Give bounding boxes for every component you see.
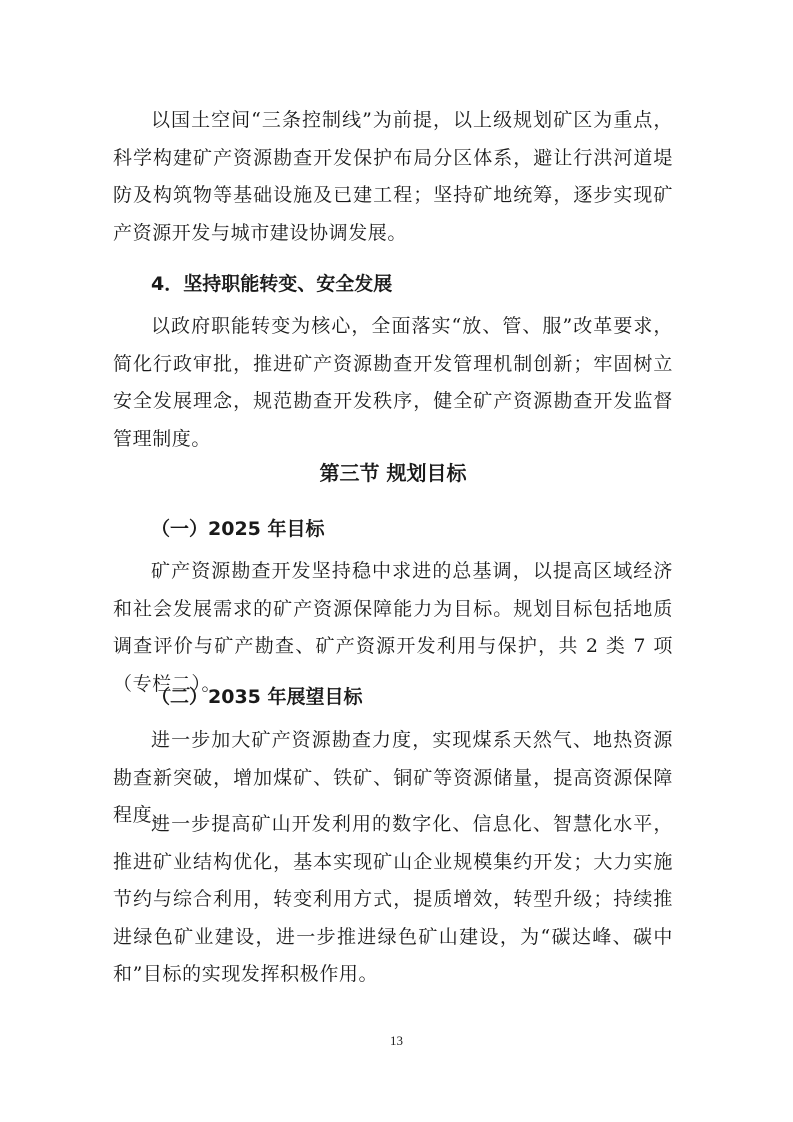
paragraph-2025-goal: 矿产资源勘查开发坚持稳中求进的总基调，以提高区域经济和社会发展需求的矿产资源保障能力为目标。规划目标包括地质调查评价与矿产勘查、矿产资源开发利用与保护，共 2 类 7 项（专栏二）。 bbox=[113, 560, 673, 695]
heading-function-transformation: 4．坚持职能转变、安全发展 bbox=[151, 273, 393, 295]
paragraph-2035-development: 进一步提高矿山开发利用的数字化、信息化、智慧化水平，推进矿业结构优化，基本实现矿山企业规模集约开发；大力实施节约与综合利用，转变利用方式，提质增效，转型升级；持续推进绿色矿业建设，进一步推进绿色矿山建设，为“碳达峰、碳中和”目标的实现发挥积极作用。 bbox=[113, 813, 673, 985]
sub-heading-2035-goal: （二）2035 年展望目标 bbox=[151, 686, 363, 708]
page-number: 13 bbox=[390, 1033, 403, 1048]
paragraph-2035-exploration: 进一步加大矿产资源勘查力度，实现煤系天然气、地热资源勘查新突破，增加煤矿、铁矿、铜矿等资源储量，提高资源保障程度。 bbox=[113, 729, 673, 826]
sub-heading-2025-goal: （一）2025 年目标 bbox=[151, 518, 325, 540]
paragraph-planning-layout: 以国土空间“三条控制线”为前提，以上级规划矿区为重点，科学构建矿产资源勘查开发保护布局分区体系，避让行洪河道堤防及构筑物等基础设施及已建工程；坚持矿地统筹，逐步实现矿产资源开发与城市建设协调发展。 bbox=[113, 109, 673, 244]
section-title: 第三节 规划目标 bbox=[319, 461, 467, 485]
paragraph-government-function: 以政府职能转变为核心，全面落实“放、管、服”改革要求，简化行政审批，推进矿产资源勘查开发管理机制创新；牢固树立安全发展理念，规范勘查开发秩序，健全矿产资源勘查开发监督管理制度。 bbox=[113, 315, 673, 450]
